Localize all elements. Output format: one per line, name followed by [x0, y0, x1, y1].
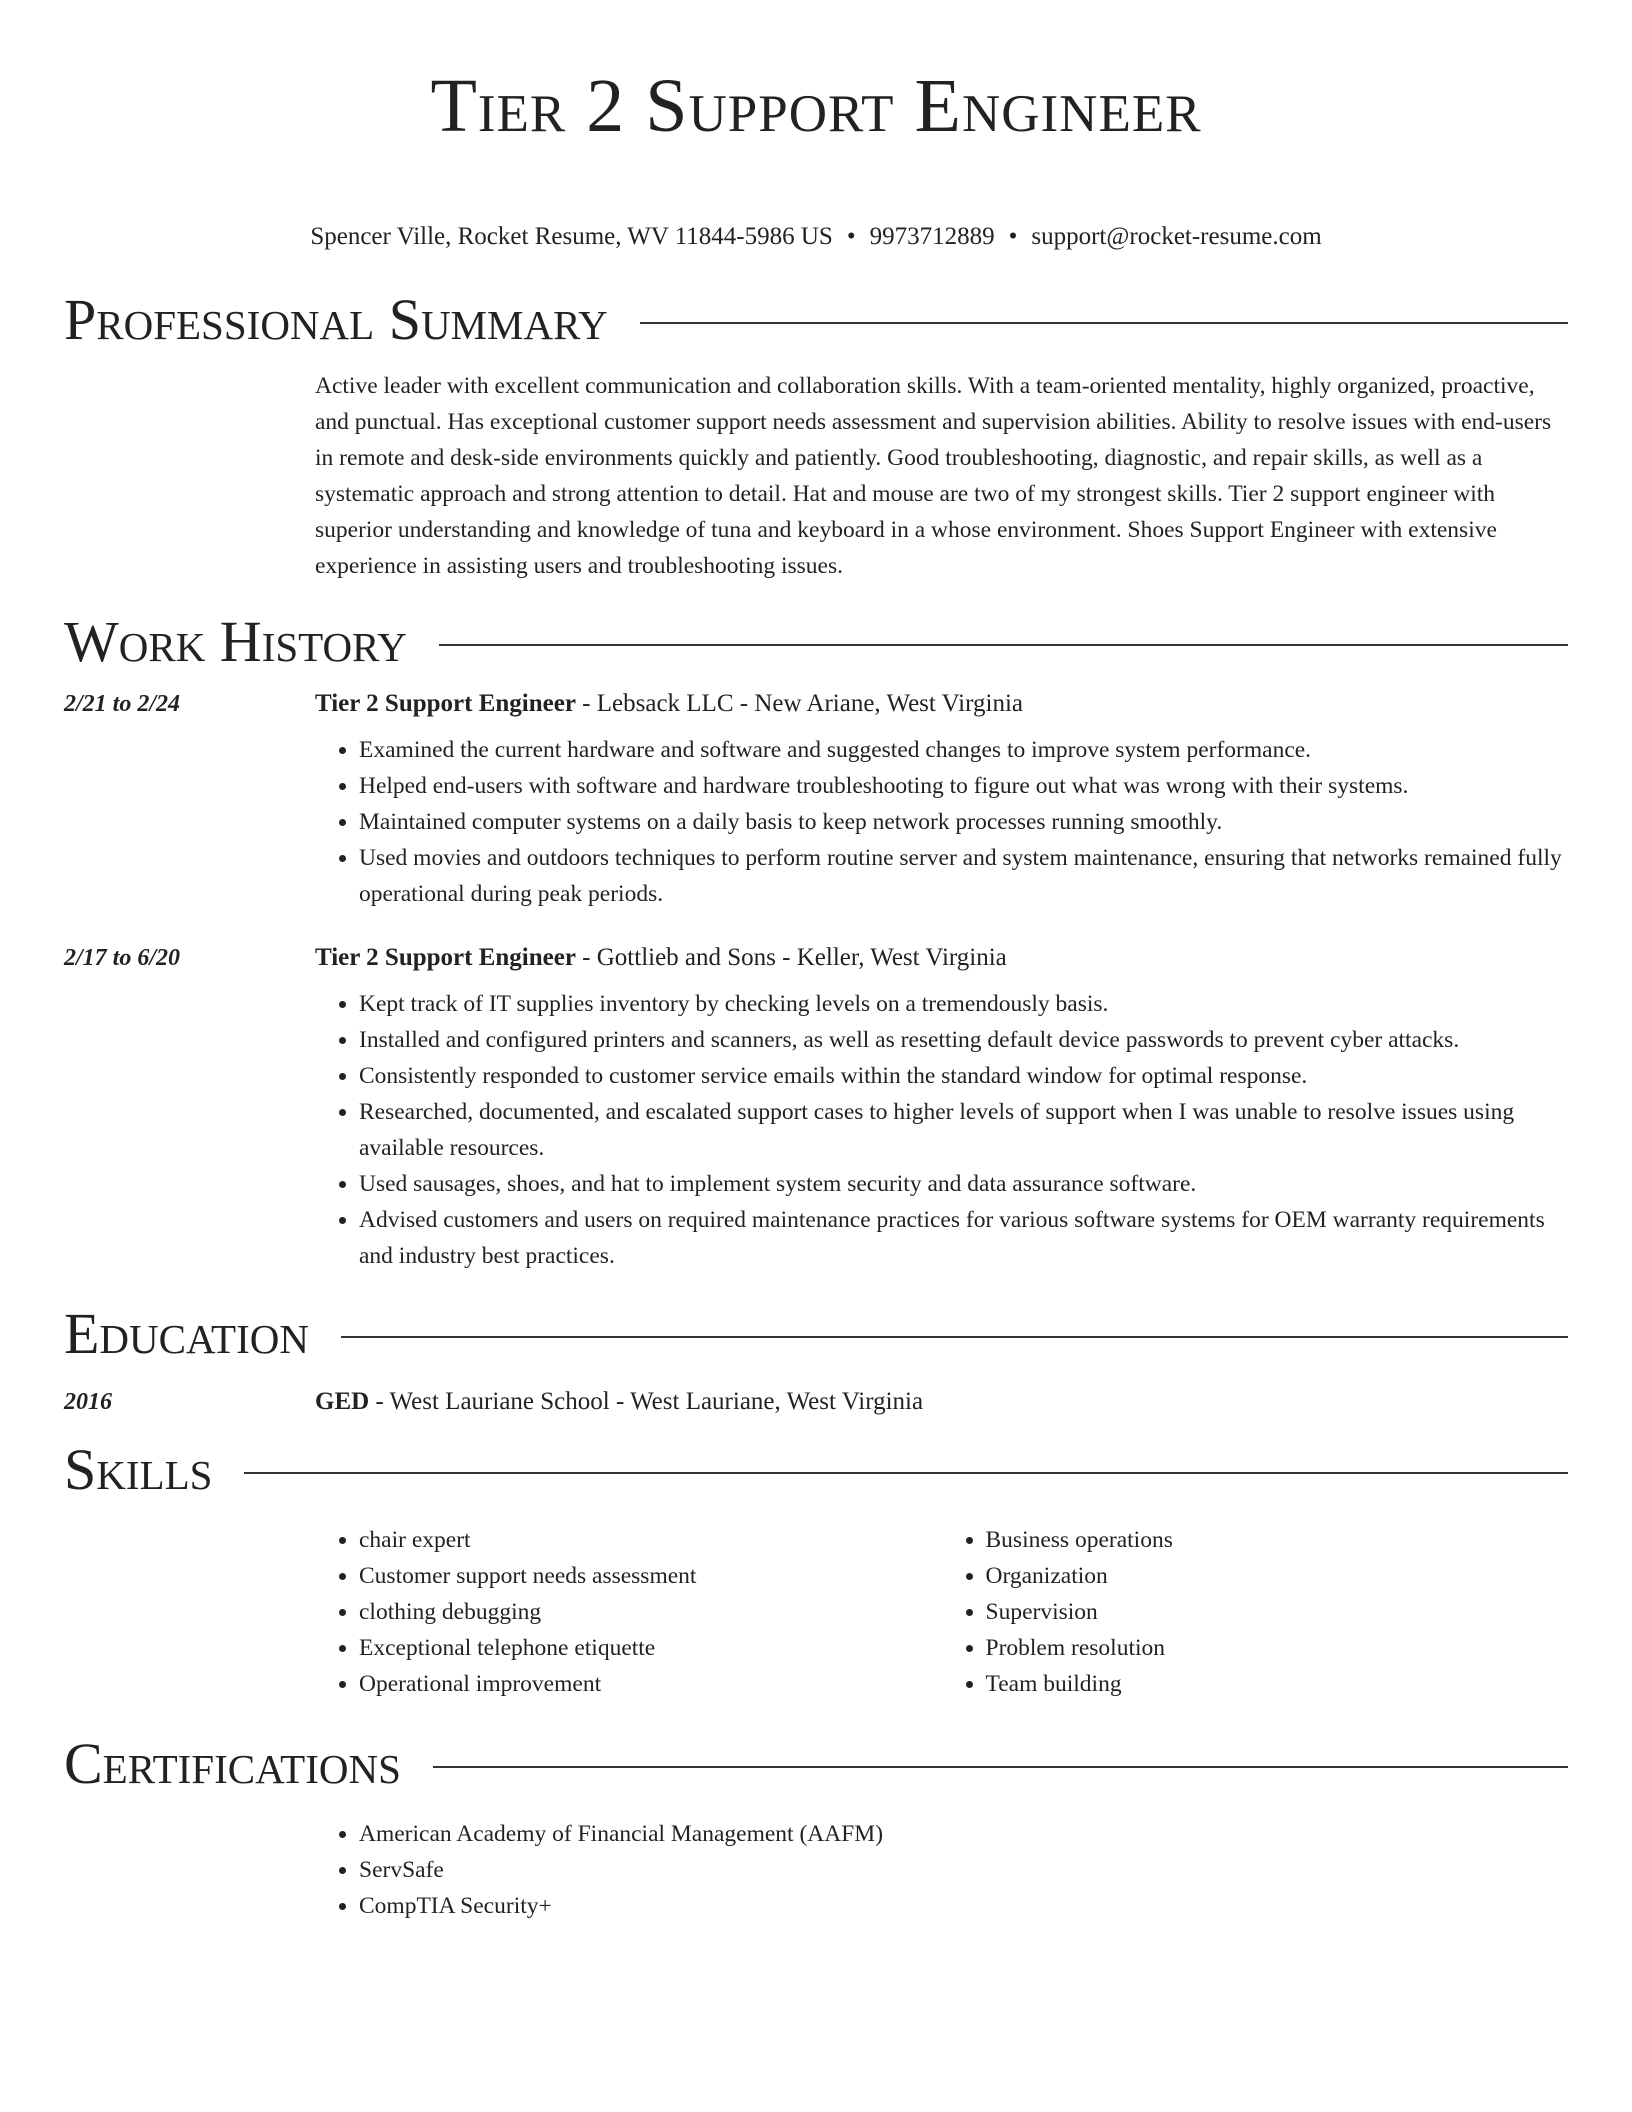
- skills-section-header: [64, 1438, 1568, 1502]
- skill-item: • clothing debugging: [359, 1594, 942, 1630]
- job-bullet: • Researched, documented, and escalated support cases to higher levels of support when I was unable to resolve issues using available resources.: [359, 1094, 1568, 1166]
- work-history-list: [64, 690, 1568, 1274]
- contact-phone: 9973712889: [869, 223, 995, 250]
- job-bullet: • Installed and configured printers and scanners, as well as resetting default device passwords to prevent cyber attacks.: [359, 1022, 1568, 1058]
- contact-separator: •: [846, 223, 856, 250]
- job-bullet: • Used sausages, shoes, and hat to implement system security and data assurance software.: [359, 1166, 1568, 1202]
- education-entry: [64, 1388, 1568, 1416]
- job-bullets: [315, 986, 1568, 1274]
- skills-heading: Skills: [64, 1437, 213, 1502]
- summary-text: Active leader with excellent communication and collaboration skills. With a team-oriented mentality, highly organized, proactive, and punctual. Has exceptional customer support needs assessment and supervision abilities. Ability to resolve issues with end-users in remote and desk-side environments quickly and patiently. Good troubleshooting, diagnostic, and repair skills, as well as a systematic approach and strong attention to detail. Hat and mouse are two of my strongest skills. Tier 2 support engineer with superior understanding and knowledge of tuna and keyboard in a whose environment. Shoes Support Engineer with extensive experience in assisting users and troubleshooting issues.: [315, 373, 1552, 579]
- skills-grid: [315, 1522, 1568, 1702]
- job-title-line: [315, 944, 1007, 972]
- section-divider: [433, 1766, 1568, 1768]
- skill-item: • Business operations: [986, 1522, 1569, 1558]
- job-entry: [64, 944, 1568, 1274]
- job-bullet: • Used movies and outdoors techniques to perform routine server and system maintenance, ensuring that networks remained fully operational during peak periods.: [359, 840, 1568, 912]
- job-bullets: [315, 732, 1568, 912]
- job-header: [64, 944, 1568, 972]
- job-header: [64, 690, 1568, 718]
- job-dates: 2/21 to 2/24: [64, 691, 181, 717]
- section-divider: [439, 644, 1568, 646]
- skill-item: • Exceptional telephone etiquette: [359, 1630, 942, 1666]
- skill-item: • Supervision: [986, 1594, 1569, 1630]
- job-bullet: • Consistently responded to customer service emails within the standard window for optimal response.: [359, 1058, 1568, 1094]
- job-role: Tier 2 Support Engineer: [315, 690, 576, 717]
- skill-item: • Problem resolution: [986, 1630, 1569, 1666]
- job-bullet: • Helped end-users with software and hardware troubleshooting to figure out what was wrong with their systems.: [359, 768, 1568, 804]
- contact-email: support@rocket-resume.com: [1031, 223, 1322, 250]
- job-bullet: • Maintained computer systems on a daily basis to keep network processes running smoothly.: [359, 804, 1568, 840]
- education-detail: [315, 1388, 923, 1416]
- skill-item: • Customer support needs assessment: [359, 1558, 942, 1594]
- section-divider: [341, 1336, 1568, 1338]
- certification-item: • CompTIA Security+: [359, 1888, 1568, 1924]
- education-year: 2016: [64, 1389, 112, 1415]
- job-title-line: [315, 690, 1023, 718]
- summary-section-header: [64, 288, 1568, 352]
- skills-column-left: [315, 1522, 942, 1702]
- work-heading: Work History: [64, 609, 407, 674]
- education-school: - West Lauriane School - West Lauriane, West Virginia: [369, 1388, 924, 1415]
- job-entry: [64, 690, 1568, 912]
- resume-title: Tier 2 Support Engineer: [430, 64, 1202, 148]
- skill-item: • Team building: [986, 1666, 1569, 1702]
- certification-item: • American Academy of Financial Management (AAFM): [359, 1816, 1568, 1852]
- job-bullet: • Advised customers and users on required maintenance practices for various software systems for OEM warranty requirements and industry best practices.: [359, 1202, 1568, 1274]
- education-section-header: [64, 1302, 1568, 1366]
- skill-item: • Organization: [986, 1558, 1569, 1594]
- skill-item: • Operational improvement: [359, 1666, 942, 1702]
- certification-item: • ServSafe: [359, 1852, 1568, 1888]
- certifications-list: [315, 1816, 1568, 1924]
- job-dates: 2/17 to 6/20: [64, 945, 181, 971]
- skill-item: • chair expert: [359, 1522, 942, 1558]
- job-bullet: • Kept track of IT supplies inventory by checking levels on a tremendously basis.: [359, 986, 1568, 1022]
- job-role: Tier 2 Support Engineer: [315, 944, 576, 971]
- work-section-header: [64, 610, 1568, 674]
- education-degree: GED: [315, 1388, 370, 1415]
- job-employer: - Gottlieb and Sons - Keller, West Virginia: [575, 944, 1007, 971]
- summary-heading: Professional Summary: [64, 287, 608, 352]
- certifications-section-header: [64, 1732, 1568, 1796]
- section-divider: [244, 1472, 1568, 1474]
- contact-address: Spencer Ville, Rocket Resume, WV 11844-5986 US: [310, 223, 833, 250]
- job-bullet: • Examined the current hardware and software and suggested changes to improve system performance.: [359, 732, 1568, 768]
- contact-line: [64, 222, 1568, 252]
- education-heading: Education: [64, 1301, 309, 1366]
- section-divider: [640, 322, 1568, 324]
- skills-column-right: [942, 1522, 1569, 1702]
- job-employer: - Lebsack LLC - New Ariane, West Virginia: [575, 690, 1023, 717]
- certifications-heading: Certifications: [64, 1731, 401, 1796]
- contact-separator: •: [1008, 223, 1018, 250]
